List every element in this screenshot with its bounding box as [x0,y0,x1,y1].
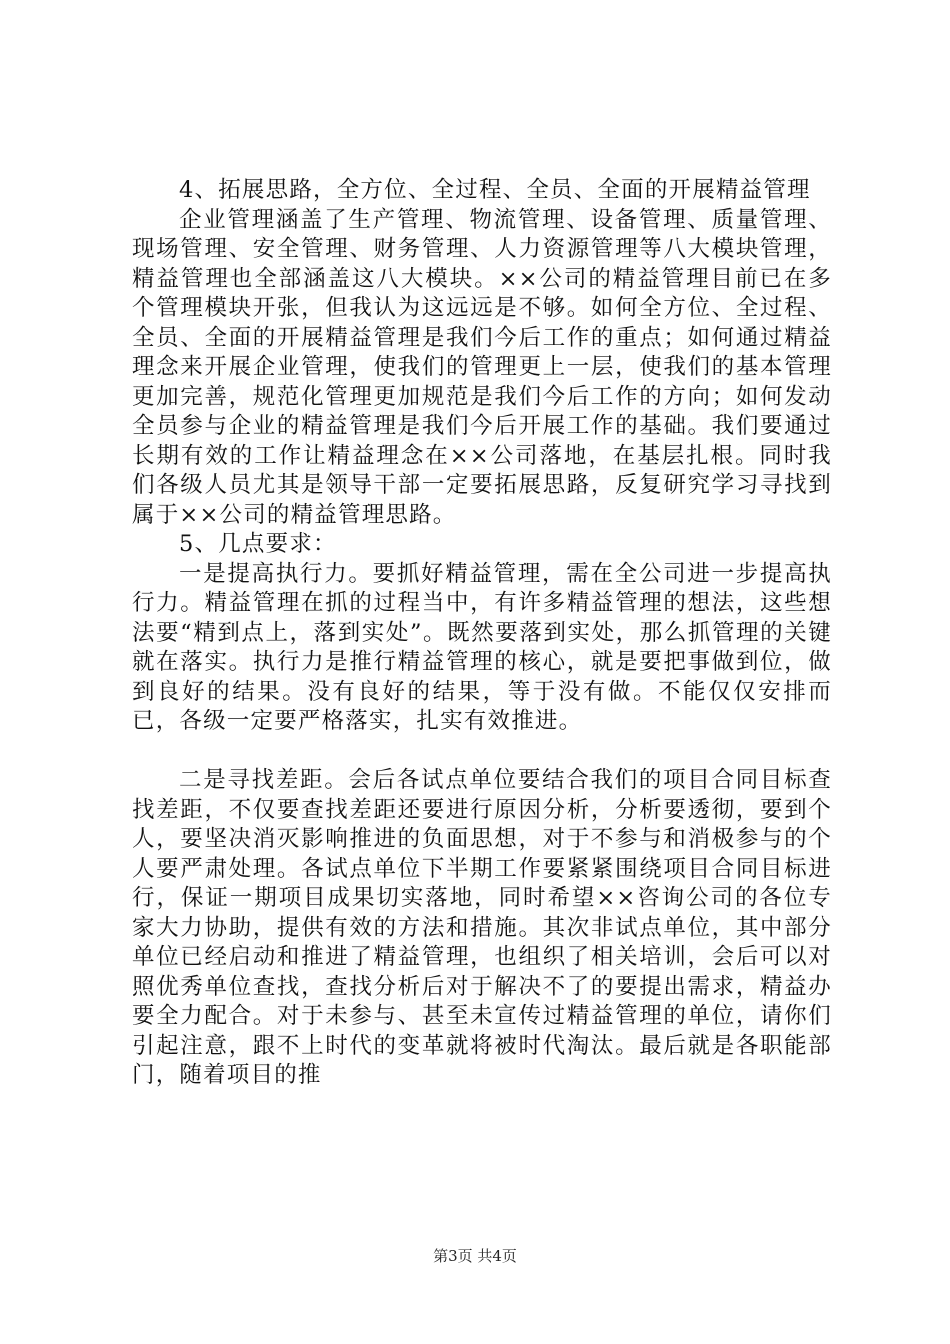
body-paragraph: 二是寻找差距。会后各试点单位要结合我们的项目合同目标查找差距，不仅要查找差距还要进行原因分析，分析要透彻，要到个人，要坚决消灭影响推进的负面思想，对于不参与和消极参与的个人要严肃处理。各试点单位下半期工作要紧紧围绕项目合同目标进行，保证一期项目成果切实落地，同时希望××咨询公司的各位专家大力协助，提供有效的方法和措施。其次非试点单位，其中部分单位已经启动和推进了精益管理，也组织了相关培训，会后可以对照优秀单位查找，查找分析后对于解决不了的要提出需求，精益办要全力配合。对于未参与、甚至未宣传过精益管理的单位，请你们引起注意，跟不上时代的变革就将被时代淘汰。最后就是各职能部门，随着项目的推 [132,767,832,1088]
body-paragraph: 企业管理涵盖了生产管理、物流管理、设备管理、质量管理、现场管理、安全管理、财务管理、人力资源管理等八大模块管理，精益管理也全部涵盖这八大模块。××公司的精益管理目前已在多个管理模块开张，但我认为这远远是不够。如何全方位、全过程、全员、全面的开展精益管理是我们今后工作的重点；如何通过精益理念来开展企业管理，使我们的管理更上一层，使我们的基本管理更加完善，规范化管理更加规范是我们今后工作的方向；如何发动全员参与企业的精益管理是我们今后开展工作的基础。我们要通过长期有效的工作让精益理念在××公司落地，在基层扎根。同时我们各级人员尤其是领导干部一定要拓展思路，反复研究学习寻找到属于××公司的精益管理思路。 [132,206,832,528]
body-paragraph: 一是提高执行力。要抓好精益管理，需在全公司进一步提高执行力。精益管理在抓的过程当中，有许多精益管理的想法，这些想法要“精到点上，落到实处”。既然要落到实处，那么抓管理的关键就在落实。执行力是推行精益管理的核心，就是要把事做到位，做到良好的结果。没有良好的结果，等于没有做。不能仅仅安排而已，各级一定要严格落实，扎实有效推进。 [132,560,832,734]
page-number-footer: 第3页 共4页 [433,1247,517,1265]
section-heading-4: 4、拓展思路，全方位、全过程、全员、全面的开展精益管理 [179,177,811,203]
paragraph-spacer [132,737,832,767]
section-heading-5: 5、几点要求： [179,531,337,557]
document-body [132,176,832,1091]
